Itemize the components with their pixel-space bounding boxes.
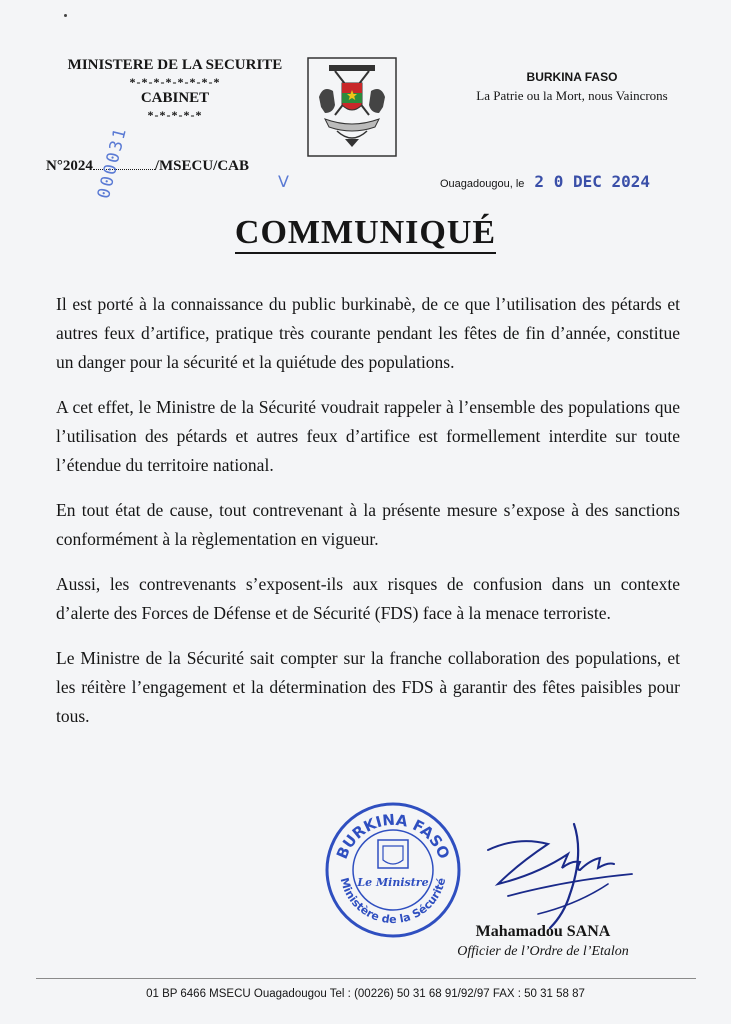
paragraph: Le Ministre de la Sécurité sait compter sur la franche collaboration des populations, et les réitère l’engagement et la détermination des FDS à garantir des fêtes paisibles pour tous. [56, 648, 680, 726]
footer-divider [36, 978, 696, 979]
scan-speck [64, 14, 67, 17]
footer-contact: 01 BP 6466 MSECU Ouagadougou Tel : (00226) 50 31 68 91/92/97 FAX : 50 31 58 87 [146, 988, 585, 1000]
ref-suffix: /MSECU/CAB [154, 158, 250, 174]
date-stamp: 2 0 DEC 2024 [534, 172, 651, 191]
check-mark: V [278, 172, 289, 191]
seal-top-text: BURKINA FASO [332, 810, 454, 862]
paragraph: Aussi, les contrevenants s’exposent-ils aux risques de confusion dans un contexte d’alerte des Forces de Défense et de Sécurité (FDS) face à la menace terroriste. [56, 574, 680, 623]
signatory-name: Mahamadou SANA [475, 923, 611, 940]
country-name: BURKINA FASO [526, 70, 618, 84]
stamped-number: 000031 [94, 124, 132, 201]
ministry-header [50, 56, 300, 122]
document-title [0, 214, 731, 252]
paragraph: En tout état de cause, tout contrevenant à la présente mesure s’expose à des sanctions conformément à la règlementation en vigueur. [56, 500, 680, 549]
country-header [462, 70, 682, 104]
reference-number [46, 158, 249, 175]
handwritten-signature [478, 822, 638, 932]
cabinet-label: CABINET [140, 90, 210, 106]
ref-prefix: N°2024 [46, 158, 93, 174]
seal-bottom-text: Ministère de la Sécurité [337, 876, 449, 927]
coat-of-arms-icon [307, 57, 397, 157]
communique-body [56, 290, 680, 747]
ministry-seal-icon [320, 800, 466, 940]
ministry-name: MINISTERE DE LA SECURITE [67, 57, 283, 73]
paragraph: A cet effet, le Ministre de la Sécurité voudrait rappeler à l’ensemble des populations que l’utilisation des pétards et autres feux d’artifice est formellement interdite sur toute l’étendue du territoire national. [56, 397, 680, 475]
star-separator-2: *-*-*-*-* [147, 108, 203, 122]
date-label: Ouagadougou, le [440, 178, 525, 190]
paragraph: Il est porté à la connaissance du public burkinabè, de ce que l’utilisation des pétards et autres feux d’artifice, pratique très courante pendant les fêtes de fin d’année, constitue un danger pour la sécurité et la quiétude des populations. [56, 294, 680, 372]
seal-center-text: Le Ministre [357, 876, 429, 889]
date-line [440, 172, 650, 192]
signatory [433, 923, 653, 960]
title-text: COMMUNIQUÉ [235, 214, 496, 254]
signatory-title: Officier de l’Ordre de l’Etalon [457, 944, 629, 959]
star-separator: *-*-*-*-*-*-*-* [129, 75, 221, 89]
national-motto: La Patrie ou la Mort, nous Vaincrons [476, 88, 668, 103]
